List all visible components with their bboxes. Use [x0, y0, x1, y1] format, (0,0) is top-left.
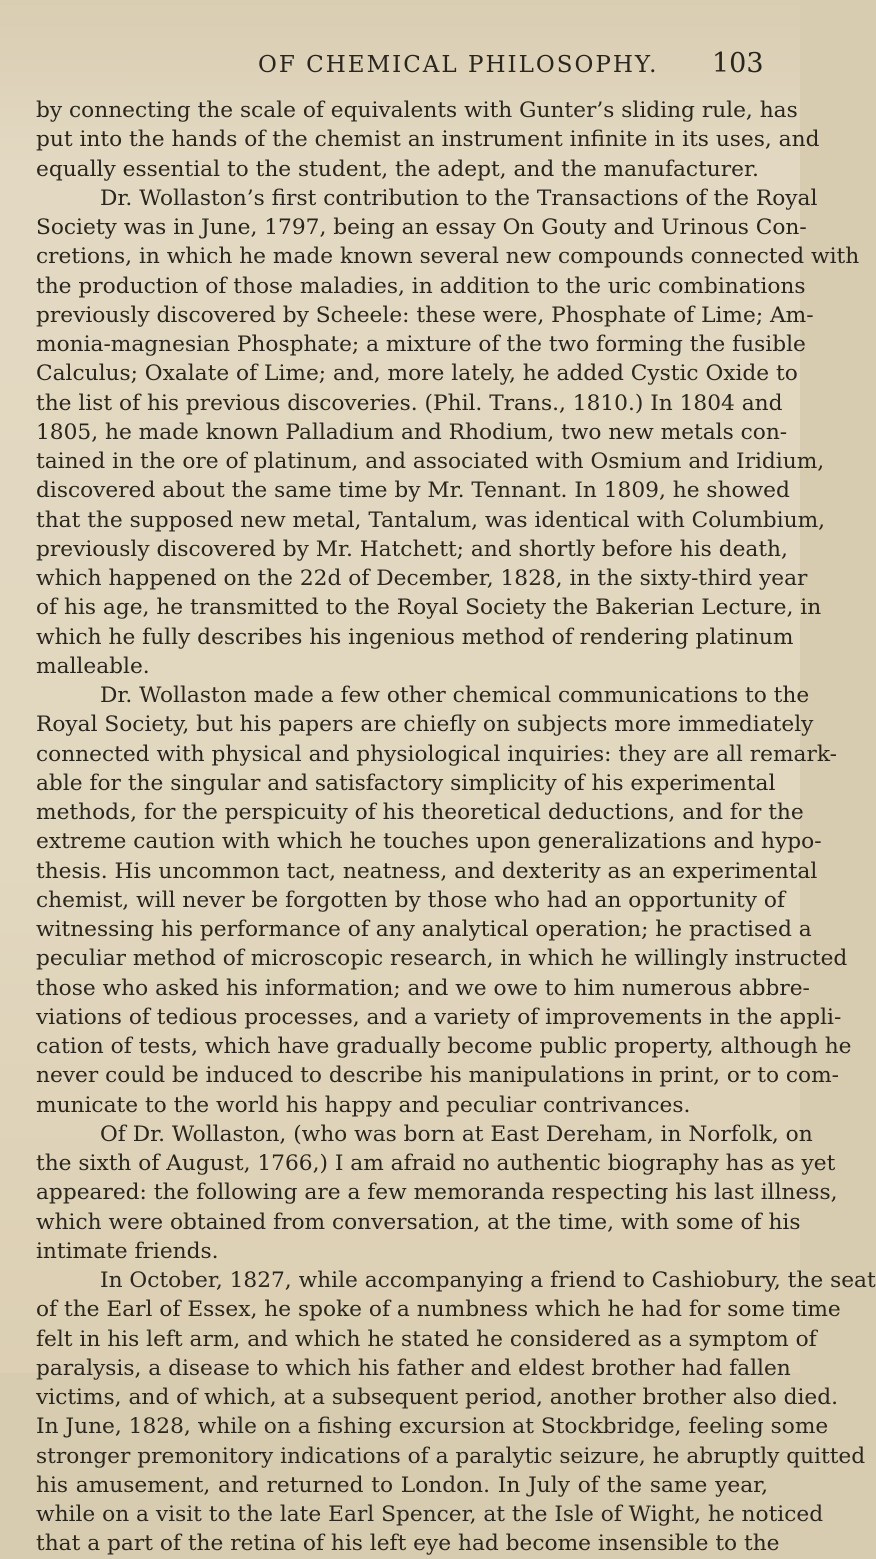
text-line: those who asked his information; and we owe to him numerous abbre- [36, 975, 810, 1001]
text-line: equally essential to the student, the adept, and the manufacturer. [36, 156, 759, 182]
text-line: put into the hands of the chemist an instrument infinite in its uses, and [36, 127, 820, 153]
text-line: of his age, he transmitted to the Royal Society the Bakerian Lecture, in [36, 595, 822, 621]
text-line: while on a visit to the late Earl Spencer, at the Isle of Wight, he noticed [36, 1502, 824, 1527]
text-line: cation of tests, which have gradually become public property, although he [36, 1034, 852, 1059]
running-head [0, 44, 800, 84]
text-line: connected with physical and physiological inquiries: they are all remark- [36, 741, 837, 767]
text-line: peculiar method of microscopic research, in which he willingly instructed [36, 946, 848, 972]
text-line: In October, 1827, while accompanying a friend to Cashiobury, the seat [100, 1268, 876, 1293]
text-line: chemist, will never be forgotten by those who had an opportunity of [36, 887, 785, 913]
text-line: his amusement, and returned to London. In July of the same year, [36, 1472, 768, 1498]
text-line: the list of his previous discoveries. (Phil. Trans., 1810.) In 1804 and [36, 390, 783, 416]
page-number: 103 [712, 48, 764, 79]
text-line: which happened on the 22d of December, 1828, in the sixty-third year [36, 566, 808, 591]
text-line: felt in his left arm, and which he stated he considered as a symptom of [36, 1326, 817, 1352]
text-line: Dr. Wollaston made a few other chemical communications to the [100, 683, 810, 708]
text-line: the production of those maladies, in addition to the uric combinations [36, 273, 806, 299]
text-line: Royal Society, but his papers are chiefly on subjects more immediately [36, 712, 814, 738]
text-line: previously discovered by Scheele: these were, Phosphate of Lime; Am- [36, 302, 814, 328]
text-line: that a part of the retina of his left eye had become insensible to the [36, 1531, 780, 1557]
text-line: cretions, in which he made known several new compounds connected with [36, 244, 860, 270]
text-line: the sixth of August, 1766,) I am afraid no authentic biography has as yet [36, 1151, 836, 1176]
text-line: extreme caution with which he touches upon generalizations and hypo- [36, 829, 822, 855]
text-line: Of Dr. Wollaston, (who was born at East Dereham, in Norfolk, on [100, 1121, 813, 1147]
text-line: discovered about the same time by Mr. Tennant. In 1809, he showed [36, 478, 790, 504]
text-line: stronger premonitory indications of a paralytic seizure, he abruptly quitted [36, 1443, 866, 1469]
text-line: appeared: the following are a few memoranda respecting his last illness, [36, 1180, 838, 1206]
text-line: thesis. His uncommon tact, neatness, and dexterity as an experimental [36, 858, 818, 884]
text-line: by connecting the scale of equivalents with Gunter’s sliding rule, has [36, 98, 798, 123]
text-line: victims, and of which, at a subsequent period, another brother also died. [36, 1385, 839, 1410]
text-line: methods, for the perspicuity of his theoretical deductions, and for the [36, 800, 804, 825]
text-line: paralysis, a disease to which his father and eldest brother had fallen [36, 1355, 791, 1381]
text-line: municate to the world his happy and peculiar contrivances. [36, 1092, 691, 1118]
text-line: never could be induced to describe his manipulations in print, or to com- [36, 1063, 840, 1089]
text-line: Society was in June, 1797, being an essay On Gouty and Urinous Con- [36, 215, 807, 240]
text-line: viations of tedious processes, and a variety of improvements in the appli- [36, 1004, 842, 1030]
text-line: intimate friends. [36, 1238, 219, 1264]
text-line: monia-magnesian Phosphate; a mixture of the two forming the fusible [36, 332, 806, 357]
text-line: previously discovered by Mr. Hatchett; and shortly before his death, [36, 536, 788, 562]
text-line: that the supposed new metal, Tantalum, was identical with Columbium, [36, 507, 826, 533]
text-line: Calculus; Oxalate of Lime; and, more lately, he added Cystic Oxide to [36, 361, 798, 387]
text-line: able for the singular and satisfactory simplicity of his experimental [36, 770, 776, 796]
text-line: which were obtained from conversation, at the time, with some of his [36, 1209, 801, 1235]
text-line: In June, 1828, while on a fishing excursion at Stockbridge, feeling some [36, 1414, 829, 1440]
text-line: witnessing his performance of any analytical operation; he practised a [36, 917, 812, 942]
body-text [36, 96, 876, 1559]
text-line: 1805, he made known Palladium and Rhodium, two new metals con- [36, 419, 788, 445]
text-line: of the Earl of Essex, he spoke of a numbness which he had for some time [36, 1297, 841, 1323]
text-line: which he fully describes his ingenious method of rendering platinum [36, 624, 794, 650]
text-line: tained in the ore of platinum, and associated with Osmium and Iridium, [36, 449, 825, 474]
text-line: malleable. [36, 653, 150, 679]
text-line: Dr. Wollaston’s first contribution to the Transactions of the Royal [100, 185, 818, 211]
running-title: OF CHEMICAL PHILOSOPHY. [258, 52, 659, 78]
